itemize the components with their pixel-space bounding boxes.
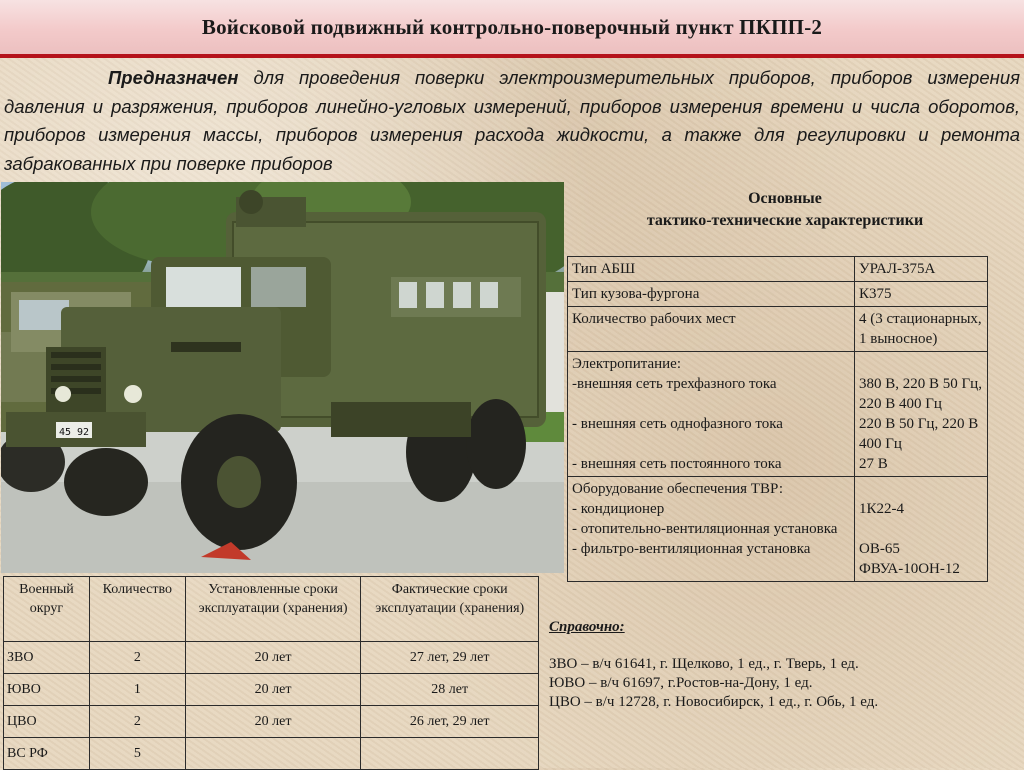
specs-row (568, 282, 988, 307)
table-row (4, 706, 539, 738)
actual-cell: 26 лет, 29 лет (361, 706, 539, 738)
quantity-cell: 2 (89, 642, 185, 674)
specs-row-power (568, 352, 988, 477)
power-key-1phase: - внешняя сеть однофазного тока (572, 416, 783, 432)
spec-value: К375 (855, 282, 988, 307)
equipment-values (855, 477, 988, 582)
spec-value: 4 (3 стационарных, 1 выносное) (855, 307, 988, 352)
reference-line: ЗВО – в/ч 61641, г. Щелково, 1 ед., г. Тверь, 1 ед. (549, 656, 859, 672)
specs-table (567, 256, 988, 582)
district-cell: ЗВО (4, 642, 90, 674)
title-bar (0, 0, 1024, 58)
intro-text: для проведения поверки электроизмерительных приборов, приборов измерения давления и разряжения, приборов линейно-угловых измерений, приборов измерения времени и числа оборотов, приборов измерения массы, приборов измерения расхода жидкости, а также для регулировки и ремонта забракованных при поверке приборов (4, 67, 1020, 174)
reference-line: ЦВО – в/ч 12728, г. Новосибирск, 1 ед., г. Обь, 1 ед. (549, 694, 879, 710)
planned-cell: 20 лет (185, 706, 361, 738)
table-row (4, 738, 539, 770)
planned-cell (185, 738, 361, 770)
power-key-3phase: -внешняя сеть трехфазного тока (572, 376, 777, 392)
col-header-quantity: Количество (89, 577, 185, 642)
spec-key: Тип АБШ (568, 257, 855, 282)
reference-line: ЮВО – в/ч 61697, г.Ростов-на-Дону, 1 ед. (549, 675, 813, 691)
specs-row-equipment (568, 477, 988, 582)
district-cell: ЦВО (4, 706, 90, 738)
specs-row (568, 307, 988, 352)
intro-paragraph (4, 64, 1020, 178)
actual-cell: 27 лет, 29 лет (361, 642, 539, 674)
equipment-key-filter: - фильтро-вентиляционная установка (572, 541, 811, 557)
planned-cell: 20 лет (185, 642, 361, 674)
power-value-3phase: 380 В, 220 В 50 Гц, 220 В 400 Гц (859, 376, 982, 412)
reference-block (549, 618, 1019, 712)
actual-cell (361, 738, 539, 770)
license-plate: 45 92 (58, 427, 90, 438)
col-header-planned-terms: Установленные сроки эксплуатации (хранения) (185, 577, 361, 642)
equipment-value-ac: 1К22-4 (859, 501, 904, 517)
power-key-dc: - внешняя сеть постоянного тока (572, 456, 782, 472)
power-value-dc: 27 В (859, 456, 888, 472)
truck-illustration (1, 182, 564, 573)
specs-title-line1: Основные (748, 190, 822, 207)
power-values (855, 352, 988, 477)
quantity-cell: 5 (89, 738, 185, 770)
quantity-cell: 2 (89, 706, 185, 738)
truck-photo (1, 182, 564, 573)
equipment-key-ac: - кондиционер (572, 501, 665, 517)
col-header-district: Военный округ (4, 577, 90, 642)
district-cell: ВС РФ (4, 738, 90, 770)
deployment-table (3, 576, 539, 770)
intro-lead: Предназначен (108, 67, 239, 88)
reference-title: Справочно: (549, 619, 625, 635)
quantity-cell: 1 (89, 674, 185, 706)
power-value-1phase: 220 В 50 Гц, 220 В 400 Гц (859, 416, 979, 452)
specs-title (570, 188, 1000, 232)
equipment-value-heater: ОВ-65 (859, 541, 900, 557)
spec-key: Количество рабочих мест (568, 307, 855, 352)
power-keys (568, 352, 855, 477)
district-cell: ЮВО (4, 674, 90, 706)
deployment-header-row (4, 577, 539, 642)
power-header: Электропитание: (572, 356, 682, 372)
specs-row (568, 257, 988, 282)
equipment-keys (568, 477, 855, 582)
page-title: Войсковой подвижный контрольно-поверочный пункт ПКПП-2 (201, 14, 823, 39)
equipment-key-heater: - отопительно-вентиляционная установка (572, 521, 838, 537)
planned-cell: 20 лет (185, 674, 361, 706)
table-row (4, 642, 539, 674)
equipment-header: Оборудование обеспечения ТВР: (572, 481, 784, 497)
equipment-value-filter: ФВУА-10ОН-12 (859, 561, 960, 577)
actual-cell: 28 лет (361, 674, 539, 706)
table-row (4, 674, 539, 706)
col-header-actual-terms: Фактические сроки эксплуатации (хранения) (361, 577, 539, 642)
specs-title-line2: тактико-технические характеристики (646, 212, 924, 229)
spec-value: УРАЛ-375А (855, 257, 988, 282)
spec-key: Тип кузова-фургона (568, 282, 855, 307)
